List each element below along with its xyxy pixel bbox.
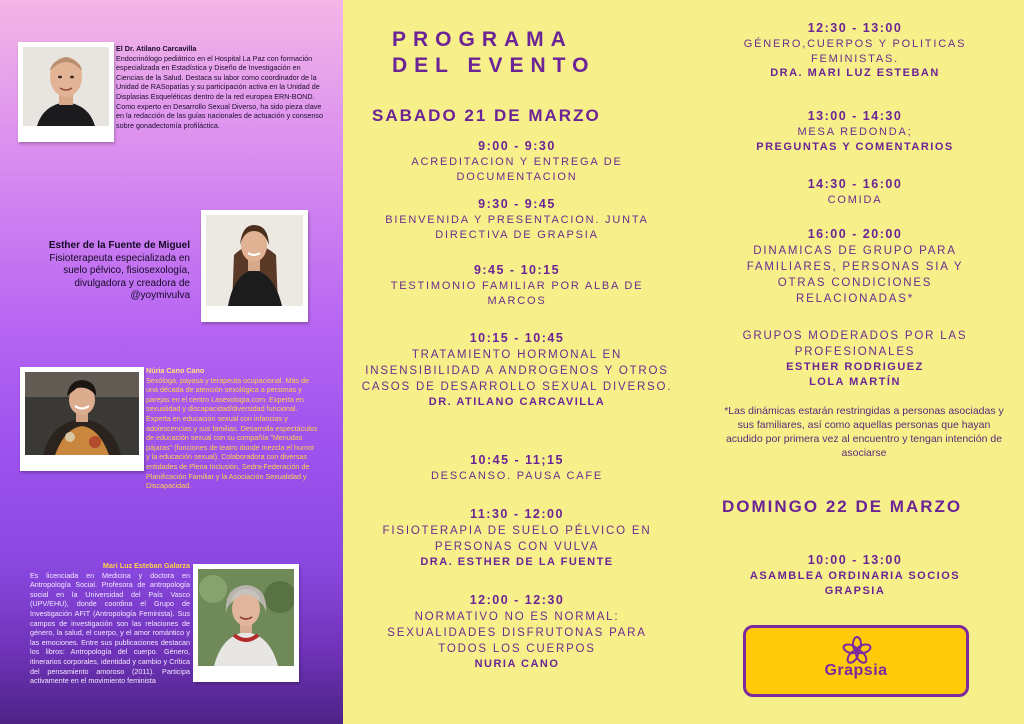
schedule-slot (695, 108, 1015, 155)
slot-speaker: DRA. MARI LUZ ESTEBAN (770, 67, 940, 79)
program-title-line2: DEL EVENTO (392, 54, 596, 77)
saturday-heading: SABADO 21 DE MARZO (372, 106, 601, 125)
esther-name: Esther de la Fuente de Miguel (48, 240, 190, 251)
slot-time: 16:00 - 20:00 (807, 227, 903, 241)
slot-time: 10:45 - 11;15 (470, 453, 564, 467)
slot-desc: NORMATIVO NO ES NORMAL: SEXUALIDADES DISFRUTONAS PARA TODOS LOS CUERPOS (387, 611, 647, 655)
esther-bio (30, 240, 190, 303)
slot-time: 12:00 - 12:30 (469, 593, 565, 607)
slot-speaker: DR. ATILANO CARCAVILLA (428, 396, 606, 408)
atilano-photo (18, 42, 114, 142)
nuria-bio (146, 366, 318, 491)
atilano-bio (116, 44, 326, 130)
moderators-block (695, 328, 1015, 390)
slot-time: 10:00 - 13:00 (807, 553, 903, 567)
nuria-portrait (25, 372, 139, 455)
sunday-slot (695, 552, 1015, 599)
slot-speaker: NURIA CANO (474, 658, 560, 670)
program-title-line1: PROGRAMA (392, 28, 573, 51)
slot-desc: TRATAMIENTO HORMONAL EN INSENSIBILIDAD A ANDROGENOS Y OTROS CASOS DE DESARROLLO SEXUAL DIVERSO. (361, 349, 673, 393)
esther-portrait (206, 215, 303, 306)
slot-desc: BIENVENIDA Y PRESENTACION. JUNTA DIRECTIVA DE GRAPSIA (385, 214, 649, 241)
mari-bio (30, 561, 190, 686)
moderator-2: LOLA MARTÍN (809, 376, 901, 388)
moderators-desc: GRUPOS MODERADOS POR LAS PROFESIONALES (742, 330, 968, 358)
dynamics-note: *Las dinámicas estarán restringidas a personas asociadas y sus familiares, así como aquellas personas que hayan acudido por primera vez al encuentro y tengan intención de asociarse (724, 405, 1004, 459)
atilano-bio-text: Endocrinólogo pediátrico en el Hospital La Paz con formación especializada en Estadística y Diseño de Investigación en Ciencias de la Salud. Destaca su labor como coordinador de la Unidad de RASopatías y su participación activa en la Unidad de Displasias Esqueléticas dentro de la red europea ERN-BOND. Como experto en Desarrollo Sexual Diverso, ha sido pieza clave en la redacción de las guías nacionales de actuación y consenso sobre gonadectomía profiláctica. (116, 53, 323, 130)
slot-desc: DESCANSO. PAUSA CAFE (430, 470, 604, 482)
schedule-slot (352, 506, 682, 570)
slot-speaker: DRA. ESTHER DE LA FUENTE (420, 556, 614, 568)
nuria-bio-text: Sexóloga, payasa y terapeuta ocupacional. Más de una década de atención sexológica a personas y parejas en el centro Lasexologia.com. Experta en sexualidad y discapacidad/diversidad funcional. Experta en educación sexual con infancias y adolescencias y sus familias. Desarrolla espectáculos de educación sexual con su compañía "Menudas pájaras" (funciones de teatro donde mezcla el humor y la educación sexual). Colaboradora con diversas entidades de Plena Inclusión, Sedra-Federación de Planificación Familiar y la Asociación Sexualidad y Discapacidad. (146, 375, 318, 491)
mari-name: Mari Luz Esteban Galarza (102, 561, 190, 570)
slot-time: 9:00 - 9:30 (478, 139, 556, 153)
slot-desc: DINAMICAS DE GRUPO PARA FAMILIARES, PERSONAS SIA Y OTRAS CONDICIONES RELACIONADAS* (746, 245, 964, 305)
atilano-name: El Dr. Atilano Carcavilla (116, 44, 197, 53)
slot-speaker: PREGUNTAS Y COMENTARIOS (756, 140, 954, 153)
program-title (392, 27, 632, 79)
slot-time: 13:00 - 14:30 (807, 109, 903, 123)
slot-time: 9:30 - 9:45 (478, 197, 556, 211)
slot-desc: MESA REDONDA; (797, 126, 913, 138)
esther-bio-text: Fisioterapeuta especializada en suelo pélvico, fisiosexología, divulgadora y creadora de @yoymivulva (49, 252, 190, 302)
slot-desc: ASAMBLEA ORDINARIA SOCIOS (749, 570, 961, 582)
mari-photo (193, 564, 299, 682)
slot-time: 12:30 - 13:00 (807, 21, 903, 35)
slot-desc: GÉNERO,CUERPOS Y POLITICAS FEMINISTAS. (743, 38, 967, 65)
speakers-panel (0, 0, 343, 724)
slot-time: 9:45 - 10:15 (473, 263, 561, 277)
schedule-slot (695, 20, 1015, 81)
mari-bio-text: Es licenciada en Medicina y doctora en Antropología Social. Profesora de antropología social en la Universidad del País Vasco (UPV/EHU), donde coordina el Grupo de Investigación AFIT (Antropología Feminista). Sus campos de investigación son las relaciones de género, la salud, el cuerpo, y el amor romántico y las emociones. Entre sus publicaciones destacan los libros: Antropología del cuerpo. Género, itinerarios corporales, identidad y cambio y Crítica del pensamiento amoroso (2011). Participa activamente en el movimiento feminista (30, 570, 190, 686)
slot-time: 14:30 - 16:00 (807, 177, 903, 191)
nuria-name: Núria Cano Cano (146, 366, 205, 375)
grapsia-logo (743, 625, 969, 697)
schedule-slot (352, 138, 682, 184)
moderator-1: ESTHER RODRIGUEZ (786, 361, 924, 373)
schedule-slot (695, 176, 1015, 208)
logo-text: Grapsia (824, 662, 888, 679)
schedule-slot (352, 330, 682, 410)
slot-time: 11:30 - 12:00 (470, 507, 564, 521)
atilano-portrait (23, 47, 109, 126)
mari-portrait (198, 569, 294, 666)
schedule-slot (352, 262, 682, 308)
slot-speaker: GRAPSIA (824, 585, 886, 597)
esther-photo (201, 210, 308, 322)
schedule-slot (352, 592, 682, 672)
slot-time: 10:15 - 10:45 (469, 331, 565, 345)
nuria-photo (20, 367, 144, 471)
slot-desc: COMIDA (827, 194, 883, 206)
slot-desc: FISIOTERAPIA DE SUELO PÉLVICO EN PERSONAS CON VULVA (382, 525, 652, 553)
schedule-slot (695, 226, 1015, 307)
slot-desc: TESTIMONIO FAMILIAR POR ALBA DE MARCOS (390, 280, 644, 307)
schedule-slot (352, 196, 682, 242)
schedule-slot (352, 452, 682, 484)
sunday-heading: DOMINGO 22 DE MARZO (722, 497, 963, 516)
slot-desc: ACREDITACION Y ENTREGA DE DOCUMENTACION (411, 156, 623, 183)
